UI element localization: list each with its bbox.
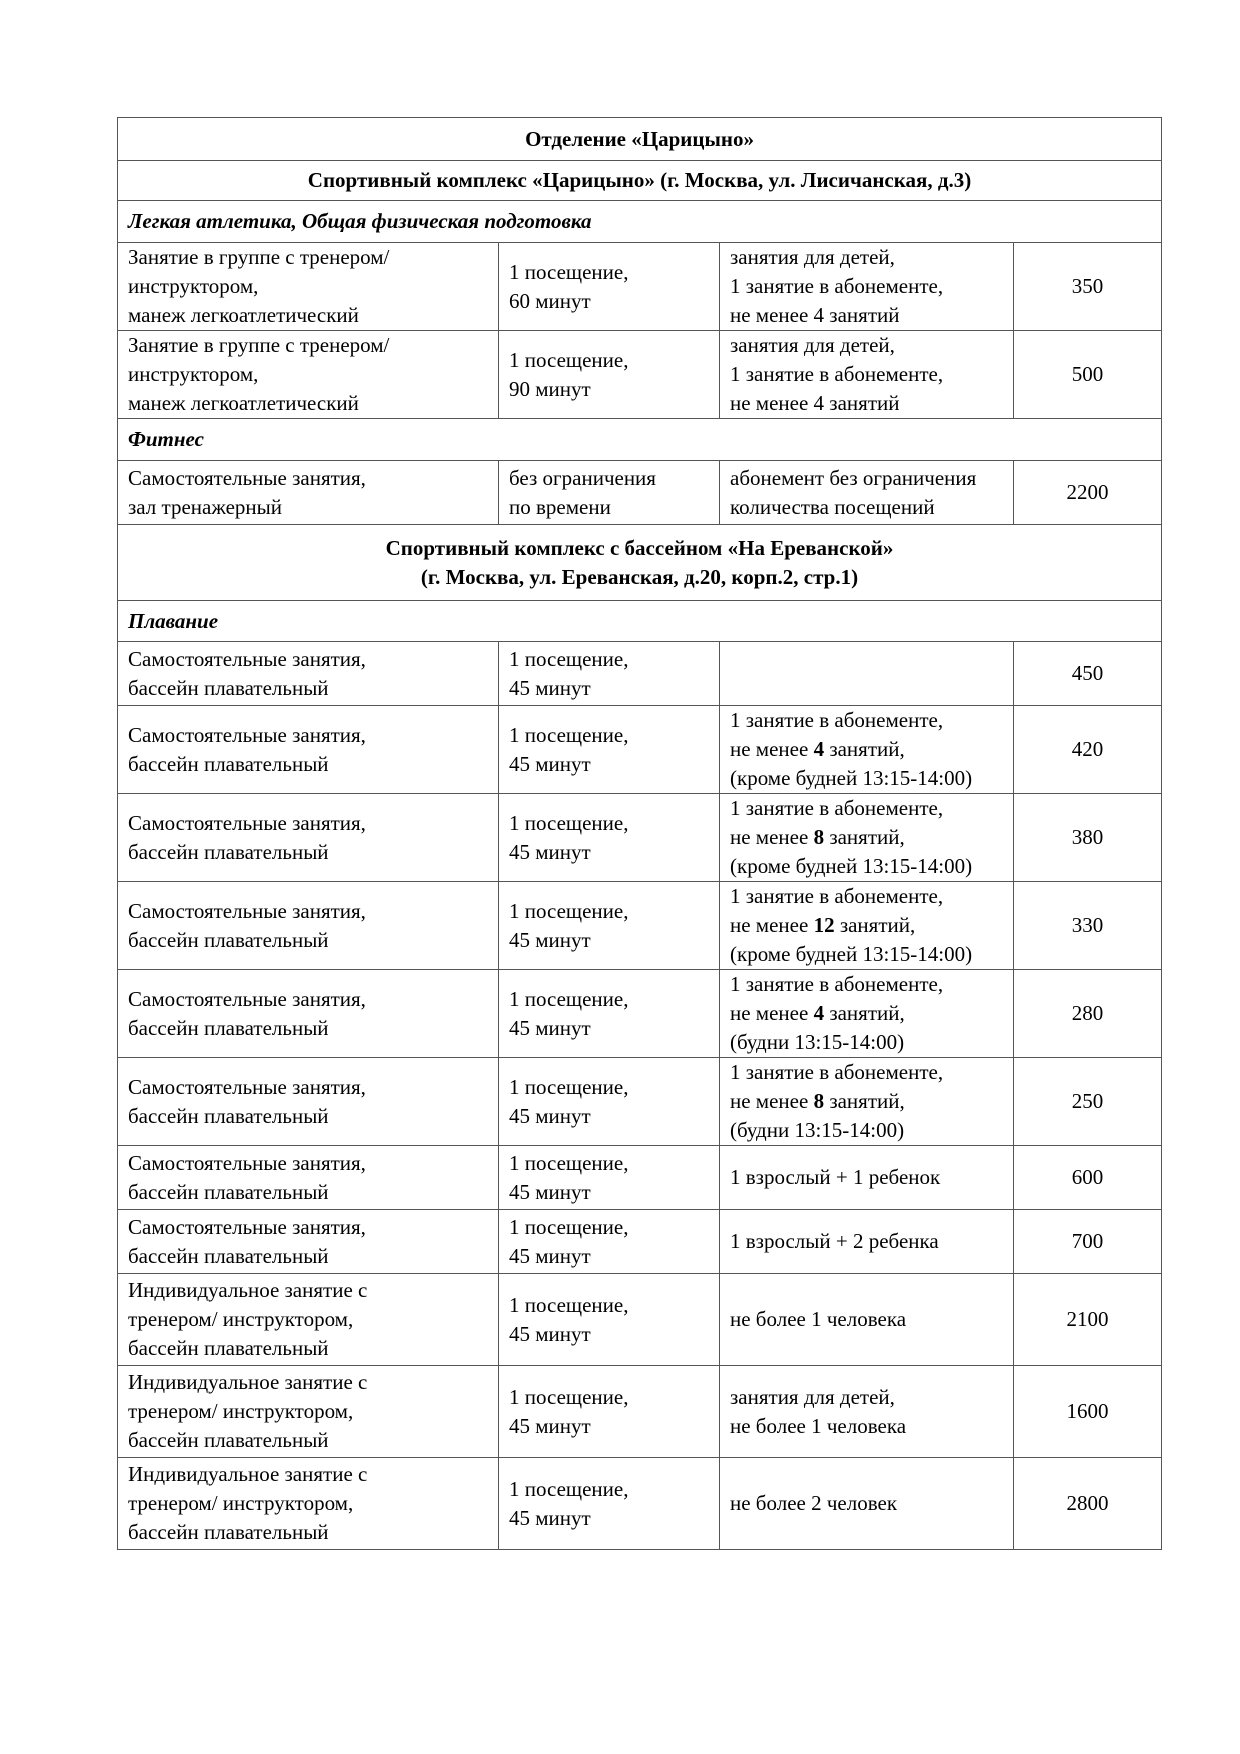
- table-row: [118, 1210, 1162, 1274]
- conditions-cell: 1 взрослый + 2 ребенка: [720, 1210, 1014, 1274]
- service-cell: Индивидуальное занятие с тренером/ инструктором, бассейн плавательный: [118, 1458, 499, 1550]
- conditions-cell: [720, 642, 1014, 706]
- table-row: [118, 1146, 1162, 1210]
- category-fitness: Фитнес: [118, 419, 1162, 461]
- duration-cell: 1 посещение, 45 минут: [499, 642, 720, 706]
- price-cell: 2100: [1014, 1274, 1162, 1366]
- price-cell: 420: [1014, 706, 1162, 794]
- price-table: [117, 117, 1162, 1550]
- price-cell: 500: [1014, 331, 1162, 419]
- service-cell: Самостоятельные занятия, зал тренажерный: [118, 461, 499, 525]
- duration-cell: 1 посещение, 90 минут: [499, 331, 720, 419]
- service-cell: Индивидуальное занятие с тренером/ инструктором, бассейн плавательный: [118, 1274, 499, 1366]
- duration-cell: 1 посещение, 45 минут: [499, 1058, 720, 1146]
- duration-cell: 1 посещение, 45 минут: [499, 794, 720, 882]
- table-row: [118, 461, 1162, 525]
- price-cell: 2200: [1014, 461, 1162, 525]
- table-row: [118, 882, 1162, 970]
- conditions-cell: 1 занятие в абонементе, не менее 4 занятий, (будни 13:15-14:00): [720, 970, 1014, 1058]
- category-row: [118, 419, 1162, 461]
- table-row: [118, 331, 1162, 419]
- table-row: [118, 642, 1162, 706]
- conditions-cell: 1 занятие в абонементе, не менее 8 занятий, (кроме будней 13:15-14:00): [720, 794, 1014, 882]
- table-row: [118, 794, 1162, 882]
- table-row: [118, 1366, 1162, 1458]
- price-cell: 700: [1014, 1210, 1162, 1274]
- table-row: [118, 1058, 1162, 1146]
- price-cell: 350: [1014, 243, 1162, 331]
- duration-cell: 1 посещение, 45 минут: [499, 1458, 720, 1550]
- conditions-cell: 1 занятие в абонементе, не менее 12 занятий, (кроме будней 13:15-14:00): [720, 882, 1014, 970]
- service-cell: Занятие в группе с тренером/ инструктором, манеж легкоатлетический: [118, 331, 499, 419]
- complex2-row: [118, 525, 1162, 601]
- price-cell: 380: [1014, 794, 1162, 882]
- service-cell: Самостоятельные занятия, бассейн плавательный: [118, 970, 499, 1058]
- table-row: [118, 970, 1162, 1058]
- service-cell: Индивидуальное занятие с тренером/ инструктором, бассейн плавательный: [118, 1366, 499, 1458]
- category-athletics: Легкая атлетика, Общая физическая подготовка: [118, 201, 1162, 243]
- service-cell: Самостоятельные занятия, бассейн плавательный: [118, 1146, 499, 1210]
- conditions-cell: 1 занятие в абонементе, не менее 8 занятий, (будни 13:15-14:00): [720, 1058, 1014, 1146]
- conditions-cell: абонемент без ограничения количества посещений: [720, 461, 1014, 525]
- conditions-cell: 1 взрослый + 1 ребенок: [720, 1146, 1014, 1210]
- conditions-cell: занятия для детей, не более 1 человека: [720, 1366, 1014, 1458]
- duration-cell: 1 посещение, 45 минут: [499, 1146, 720, 1210]
- service-cell: Самостоятельные занятия, бассейн плавательный: [118, 1058, 499, 1146]
- duration-cell: 1 посещение, 45 минут: [499, 882, 720, 970]
- category-row: [118, 201, 1162, 243]
- service-cell: Самостоятельные занятия, бассейн плавательный: [118, 1210, 499, 1274]
- service-cell: Занятие в группе с тренером/ инструктором, манеж легкоатлетический: [118, 243, 499, 331]
- price-cell: 280: [1014, 970, 1162, 1058]
- department-title: Отделение «Царицыно»: [118, 118, 1162, 161]
- table-row: [118, 1274, 1162, 1366]
- category-swimming: Плавание: [118, 601, 1162, 642]
- complex2-title: Спортивный комплекс с бассейном «На Ереванской» (г. Москва, ул. Ереванская, д.20, корп.2, стр.1): [118, 525, 1162, 601]
- service-cell: Самостоятельные занятия, бассейн плавательный: [118, 706, 499, 794]
- price-cell: 330: [1014, 882, 1162, 970]
- price-cell: 2800: [1014, 1458, 1162, 1550]
- conditions-cell: занятия для детей, 1 занятие в абонементе, не менее 4 занятий: [720, 331, 1014, 419]
- price-cell: 1600: [1014, 1366, 1162, 1458]
- conditions-cell: не более 1 человека: [720, 1274, 1014, 1366]
- duration-cell: 1 посещение, 60 минут: [499, 243, 720, 331]
- duration-cell: 1 посещение, 45 минут: [499, 1366, 720, 1458]
- duration-cell: 1 посещение, 45 минут: [499, 706, 720, 794]
- conditions-cell: 1 занятие в абонементе, не менее 4 занятий, (кроме будней 13:15-14:00): [720, 706, 1014, 794]
- duration-cell: 1 посещение, 45 минут: [499, 1210, 720, 1274]
- price-cell: 250: [1014, 1058, 1162, 1146]
- service-cell: Самостоятельные занятия, бассейн плавательный: [118, 642, 499, 706]
- complex1-row: [118, 161, 1162, 201]
- table-row: [118, 243, 1162, 331]
- duration-cell: 1 посещение, 45 минут: [499, 970, 720, 1058]
- service-cell: Самостоятельные занятия, бассейн плавательный: [118, 882, 499, 970]
- price-cell: 450: [1014, 642, 1162, 706]
- service-cell: Самостоятельные занятия, бассейн плавательный: [118, 794, 499, 882]
- table-row: [118, 1458, 1162, 1550]
- table-row: [118, 706, 1162, 794]
- price-cell: 600: [1014, 1146, 1162, 1210]
- department-row: [118, 118, 1162, 161]
- category-row: [118, 601, 1162, 642]
- complex1-title: Спортивный комплекс «Царицыно» (г. Москва, ул. Лисичанская, д.3): [118, 161, 1162, 201]
- duration-cell: без ограничения по времени: [499, 461, 720, 525]
- conditions-cell: не более 2 человек: [720, 1458, 1014, 1550]
- conditions-cell: занятия для детей, 1 занятие в абонементе, не менее 4 занятий: [720, 243, 1014, 331]
- duration-cell: 1 посещение, 45 минут: [499, 1274, 720, 1366]
